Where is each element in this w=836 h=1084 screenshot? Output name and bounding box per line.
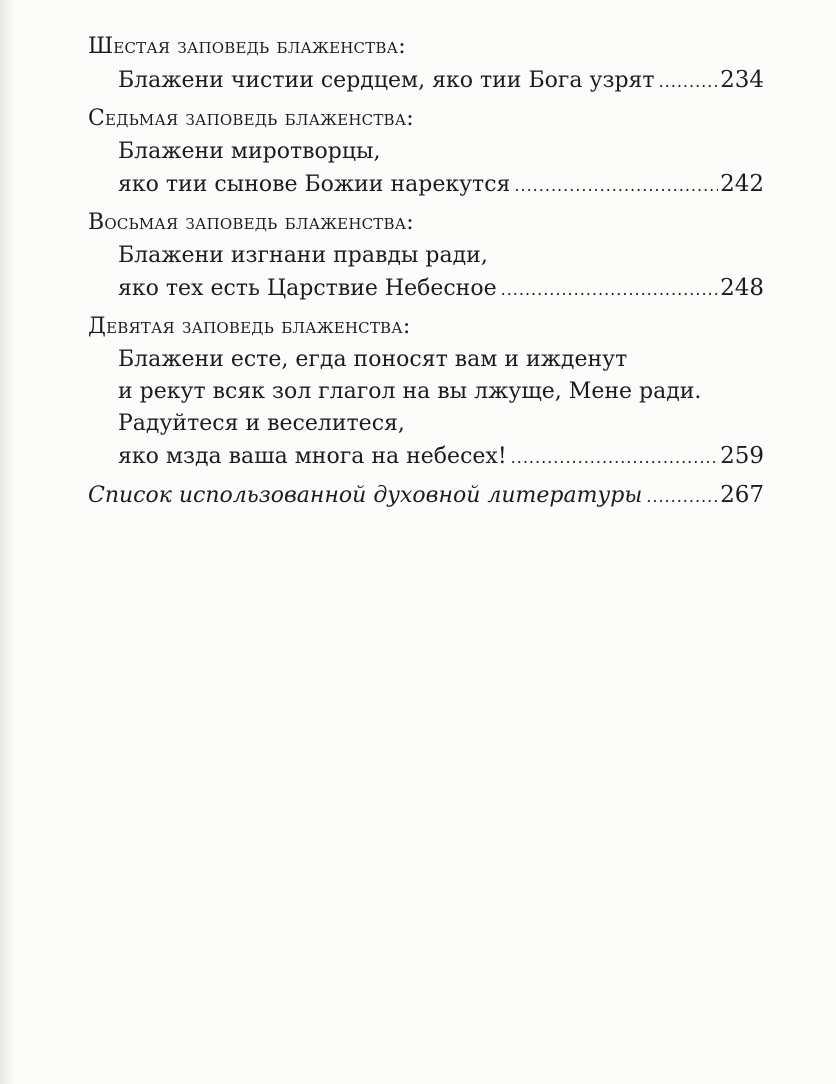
page-number: 234 bbox=[720, 67, 764, 93]
page-number: 242 bbox=[720, 171, 764, 197]
toc-entry bbox=[88, 168, 764, 202]
section-heading: Шестая заповедь блаженства: bbox=[88, 34, 406, 59]
entry-text: яко мзда ваша многа на небесех! bbox=[118, 444, 507, 469]
page-edge bbox=[0, 0, 14, 1084]
toc-entry bbox=[88, 440, 764, 474]
page-number: 259 bbox=[720, 443, 764, 469]
toc-entry bbox=[88, 64, 764, 98]
toc-section-7 bbox=[88, 102, 764, 202]
dot-leader bbox=[646, 480, 718, 514]
entry-text: Блажени есте, егда поносят вам и ижденут bbox=[118, 347, 628, 372]
entry-text: яко тии сынове Божии нарекутся bbox=[118, 172, 511, 197]
entry-text: яко тех есть Царствие Небесное bbox=[118, 276, 497, 301]
toc-bibliography bbox=[88, 478, 764, 514]
section-heading: Восьмая заповедь блаженства: bbox=[88, 210, 414, 235]
dot-leader bbox=[659, 66, 719, 98]
page-number: 267 bbox=[720, 482, 764, 508]
section-heading: Седьмая заповедь блаженства: bbox=[88, 106, 414, 131]
entry-text: Блажени миротворцы, bbox=[118, 139, 381, 164]
entry-text: и рекут всяк зол глагол на вы лжуще, Мене ради. bbox=[118, 379, 702, 404]
toc-entry bbox=[88, 272, 764, 306]
toc-section-8 bbox=[88, 206, 764, 306]
section-heading: Девятая заповедь блаженства: bbox=[88, 314, 411, 339]
toc-section-9 bbox=[88, 310, 764, 474]
entry-text: Блажени чистии сердцем, яко тии Бога узрят bbox=[118, 68, 655, 93]
bibliography-label: Список использованной духовной литературы bbox=[88, 483, 643, 508]
entry-text: Радуйтеся и веселитеся, bbox=[118, 411, 405, 436]
dot-leader bbox=[514, 170, 718, 202]
entry-text: Блажени изгнани правды ради, bbox=[118, 243, 488, 268]
table-of-contents bbox=[88, 30, 764, 514]
toc-section-6 bbox=[88, 30, 764, 98]
dot-leader bbox=[501, 274, 718, 306]
page-number: 248 bbox=[720, 275, 764, 301]
dot-leader bbox=[511, 442, 718, 474]
